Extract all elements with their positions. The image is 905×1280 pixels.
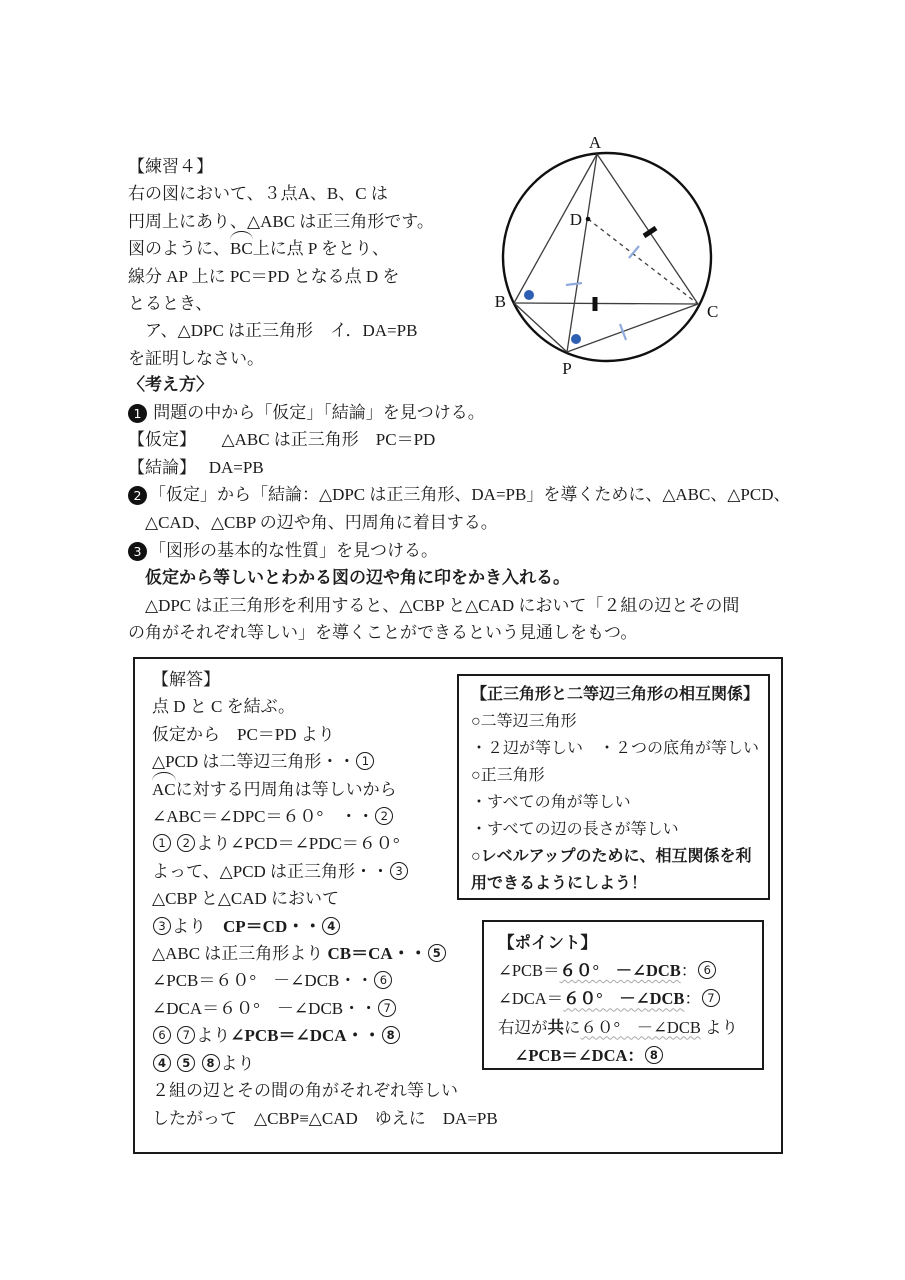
circled-number: 4 [153, 1054, 171, 1072]
circled-number: 8 [202, 1054, 220, 1072]
circled-number: 7 [177, 1026, 195, 1044]
text-run: に [564, 1017, 581, 1037]
text-line [498, 985, 756, 1013]
text-line [152, 1105, 498, 1132]
circled-number: 5 [428, 944, 446, 962]
text-run: 右の図において、３点A、B、C は [128, 184, 388, 204]
text-run: ２組の辺とその間の角がそれぞれ等しい [152, 1081, 458, 1101]
text-run: より [700, 1017, 738, 1037]
text-run: CB＝CA・・ [327, 944, 427, 964]
text-run: 「図形の基本的な性質」を見つける。 [149, 540, 438, 560]
text-run: 共 [547, 1017, 564, 1037]
point-label-A: A [588, 133, 602, 152]
circled-number: 6 [374, 971, 392, 989]
text-run: より∠PCD＝∠PDC＝６０° [196, 834, 400, 854]
text-run: ∠PCB＝６０° －∠DCB・・ [152, 971, 374, 991]
text-run: に対する円周角は等しいから [175, 779, 397, 799]
relation-reference-box [457, 674, 770, 900]
text-line [152, 858, 498, 885]
approach-heading [128, 371, 791, 399]
text-line [152, 1077, 498, 1104]
text-run: よって、△PCD は正三角形・・ [152, 861, 390, 881]
text-line [152, 776, 498, 803]
relation-box-title [471, 681, 759, 708]
text-run: の角がそれぞれ等しい」を導くことができるという見通しをもつ。 [128, 623, 638, 643]
point-label-P: P [562, 359, 572, 378]
point-label-B: B [494, 292, 506, 311]
text-run: ∠DCA＝６０° －∠DCB・・ [152, 998, 378, 1018]
text-run [196, 1054, 200, 1073]
angle-dot-B [524, 290, 534, 300]
text-run: 【正三角形と二等辺三角形の相互関係】 [471, 686, 760, 703]
arc-label: BC [230, 235, 253, 262]
text-line [128, 208, 434, 235]
text-line [128, 399, 791, 427]
text-line [471, 843, 759, 870]
point-box [482, 920, 764, 1070]
text-line [128, 619, 791, 647]
point-box-title [498, 929, 756, 957]
text-line [152, 1050, 498, 1077]
text-line [471, 816, 759, 843]
circled-number: 2 [177, 834, 195, 852]
text-line [471, 708, 759, 735]
tick-mark-AC [644, 228, 656, 236]
text-line [128, 481, 791, 509]
problem-statement [128, 153, 434, 372]
text-run: CP＝CD・・ [223, 916, 322, 936]
segment-DC-dashed [588, 219, 698, 304]
text-run: 円周上にあり、△ABC は正三角形です。 [128, 211, 434, 231]
circled-number: 1 [153, 834, 171, 852]
text-line [152, 721, 498, 748]
text-run: ∠PCB＝∠DCA： [498, 1045, 644, 1065]
text-run: ∠PCB＝ [498, 961, 560, 981]
point-D-marker [586, 217, 591, 222]
text-run: を証明しなさい。 [128, 348, 264, 368]
text-run: ・すべての角が等しい [471, 794, 631, 811]
text-run: 図のように、 [128, 239, 230, 259]
text-run: 【ポイント】 [498, 933, 597, 952]
text-line [471, 762, 759, 789]
text-line [152, 885, 498, 912]
text-run: 「仮定」から「結論：△DPC は正三角形、DA=PB」を導くために、△ABC、△PCD、 [149, 485, 791, 505]
text-run: ： [684, 989, 701, 1009]
text-line [152, 995, 498, 1022]
solution-heading [152, 666, 498, 693]
text-line [128, 564, 791, 592]
text-run: △PCD は二等辺三角形・・ [152, 752, 356, 772]
segment-PC [567, 304, 698, 352]
angle-dot-P [571, 334, 581, 344]
circled-number: 8 [645, 1046, 663, 1064]
text-run: ∠PCB＝∠DCA・・ [230, 1026, 381, 1046]
text-line [128, 317, 434, 344]
segment-BC [514, 303, 698, 304]
text-run: 右辺が [498, 1017, 548, 1037]
text-line [128, 592, 791, 620]
text-run [172, 1054, 176, 1073]
text-run: ６０° －∠DCB [559, 961, 681, 981]
text-run: 【仮定】 △ABC は正三角形 PC＝PD [128, 430, 436, 450]
circled-number: 4 [322, 917, 340, 935]
text-run: △CBP と△CAD において [152, 889, 340, 909]
text-run: ∠ABC＝∠DPC＝６０° ・・ [152, 807, 375, 827]
text-line [471, 735, 759, 762]
text-run: 上に点 P をとり、 [252, 239, 390, 259]
text-line [128, 426, 791, 454]
circled-number: 6 [698, 961, 716, 979]
numbered-bullet: 3 [128, 542, 147, 561]
segment-BP [514, 303, 567, 352]
text-line [128, 537, 791, 565]
text-run: ・２辺が等しい ・２つの底角が等しい [471, 740, 760, 757]
numbered-bullet: 2 [128, 486, 147, 505]
text-run: ： [680, 961, 698, 981]
circled-number: 3 [390, 862, 408, 880]
point-label-C: C [707, 302, 719, 321]
text-run: より [196, 1026, 231, 1046]
geometry-diagram [460, 126, 780, 384]
text-line [128, 235, 434, 262]
text-run: ・すべての辺の長さが等しい [471, 821, 679, 838]
text-line [152, 913, 498, 940]
text-run: 【結論】 DA=PB [128, 457, 264, 477]
text-line [128, 345, 434, 372]
text-run: 用できるようにしよう！ [471, 875, 648, 892]
approach-section [128, 371, 791, 647]
circled-number: 6 [153, 1026, 171, 1044]
text-run: ∠DCA＝ [498, 989, 564, 1009]
text-run: △DPC は正三角形を利用すると、△CBP と△CAD において「２組の辺とその間 [128, 595, 740, 615]
circled-number: 5 [177, 1054, 195, 1072]
tick-mark-DC [629, 246, 639, 258]
text-line [128, 454, 791, 482]
text-run: 仮定から等しいとわかる図の辺や角に印をかき入れる。 [128, 568, 570, 588]
text-run: 【解答】 [152, 670, 220, 689]
text-run: 仮定から PC＝PD より [152, 724, 335, 744]
construction-lines [514, 154, 698, 352]
text-line [498, 957, 756, 985]
text-line [128, 263, 434, 290]
text-line [128, 509, 791, 537]
text-run: ア、△DPC は正三角形 イ．DA=PB [128, 321, 418, 341]
text-line [128, 180, 434, 207]
text-line [152, 748, 498, 775]
text-run: ６０° －∠DCB [580, 1017, 701, 1037]
text-line [471, 870, 759, 897]
text-line [128, 290, 434, 317]
circled-number: 8 [382, 1026, 400, 1044]
segment-AC [597, 154, 698, 304]
text-run: ○正三角形 [471, 767, 545, 784]
numbered-bullet: 1 [128, 404, 147, 423]
circled-number: 7 [702, 989, 720, 1007]
text-run: △CAD、△CBP の辺や角、円周角に着目する。 [128, 512, 498, 532]
text-run [172, 1026, 176, 1045]
text-line [152, 803, 498, 830]
text-line [152, 830, 498, 857]
text-run: より [220, 1053, 255, 1073]
text-run: より [172, 916, 223, 936]
answer-box [133, 657, 783, 1154]
text-run: ６０° －∠DCB [563, 989, 685, 1009]
text-line [152, 1022, 498, 1049]
text-line [498, 1042, 756, 1070]
circled-number: 1 [356, 752, 374, 770]
text-run: ○レベルアップのために、相互関係を利 [471, 848, 752, 865]
circumscribed-circle [503, 153, 711, 361]
text-line [152, 940, 498, 967]
text-run: ○二等辺三角形 [471, 713, 577, 730]
text-run: 〈考え方〉 [128, 375, 213, 394]
circled-number: 3 [153, 917, 171, 935]
text-run: 線分 AP 上に PC＝PD となる点 D を [128, 266, 400, 286]
text-run: △ABC は正三角形より [152, 944, 328, 964]
circled-number: 2 [375, 807, 393, 825]
text-line [498, 1014, 756, 1042]
text-run: したがって △CBP≡△CAD ゆえに DA=PB [152, 1108, 498, 1128]
text-run: とるとき、 [128, 294, 213, 314]
text-run: 【練習４】 [128, 157, 213, 176]
text-run: 点 D と C を結ぶ。 [152, 697, 295, 717]
arc-label: AC [152, 776, 176, 803]
text-line [152, 967, 498, 994]
circled-number: 7 [378, 999, 396, 1017]
tick-mark-DP [566, 283, 582, 285]
point-label-D: D [569, 210, 582, 229]
segment-AP [567, 154, 597, 352]
text-run [172, 834, 176, 853]
problem-title [128, 153, 434, 180]
segment-AB [514, 154, 597, 303]
text-line [152, 693, 498, 720]
solution-column [152, 666, 498, 1132]
text-line [471, 789, 759, 816]
text-run: 問題の中から「仮定」「結論」を見つける。 [149, 402, 485, 422]
